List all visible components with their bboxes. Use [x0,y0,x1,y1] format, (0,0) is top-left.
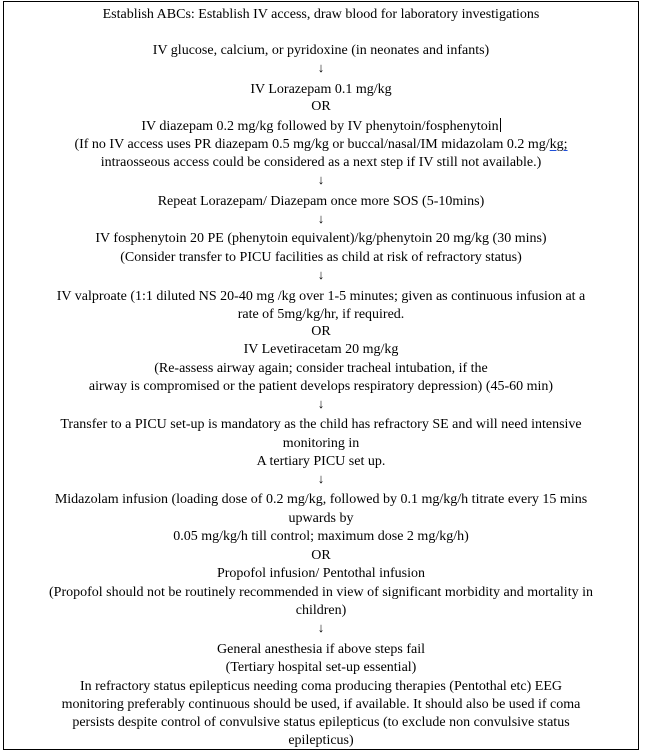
down-arrow-icon: ↓ [317,396,325,411]
down-arrow-icon: ↓ [317,172,325,187]
spellcheck-underlined-word: kg; [549,137,568,152]
step-propofol-pentothal: Propofol infusion/ Pentothal infusion [216,566,426,581]
note-eeg-coma: persists despite control of convulsive status epilepticus (to exclude non convulsive status [72,715,570,730]
note-eeg-monitoring: monitoring preferably continuous should be used, if available. It should also be used if coma [61,697,581,712]
step-midazolam-infusion: Midazolam infusion (loading dose of 0.2 mg/kg, followed by 0.1 mg/kg/h titrate every 15 mins [54,492,588,507]
step-repeat-benzodiazepine: Repeat Lorazepam/ Diazepam once more SOS (5-10mins) [157,194,485,209]
note-eeg-refractory: In refractory status epilepticus needing coma producing therapies (Pentothal etc) EEG [79,679,563,694]
step-iv-glucose: IV glucose, calcium, or pyridoxine (in neonates and infants) [152,43,490,58]
step-tertiary-picu: A tertiary PICU set up. [256,454,386,469]
step-iv-levetiracetam: IV Levetiracetam 20 mg/kg [243,342,399,357]
step-iv-fosphenytoin: IV fosphenytoin 20 PE (phenytoin equivalent)/kg/phenytoin 20 mg/kg (30 mins) [95,231,547,246]
note-no-iv-access: (If no IV access uses PR diazepam 0.5 mg/kg or buccal/nasal/IM midazolam 0.2 mg/kg; [74,137,568,152]
note-reassess-airway: (Re-assess airway again; consider tracheal intubation, if the [154,361,488,376]
step-iv-lorazepam: IV Lorazepam 0.1 mg/kg [250,82,392,97]
or-divider: OR [311,99,331,114]
step-establish-abcs: Establish ABCs: Establish IV access, draw blood for laboratory investigations [102,7,540,22]
down-arrow-icon: ↓ [317,211,325,226]
or-divider: OR [311,324,331,339]
step-iv-diazepam: IV diazepam 0.2 mg/kg followed by IV phenytoin/fosphenytoin [141,119,499,134]
note-airway-compromised: airway is compromised or the patient develops respiratory depression) (45-60 min) [88,379,554,394]
step-picu-transfer: Transfer to a PICU set-up is mandatory as the child has refractory SE and will need intensive [60,417,582,432]
note-propofol-children: children) [295,603,347,618]
step-iv-valproate-rate: rate of 5mg/kg/hr, if required. [237,307,405,322]
step-picu-monitoring: monitoring in [282,436,360,451]
note-propofol-warning: (Propofol should not be routinely recommended in view of significant morbidity and mortality in [49,585,593,600]
note-picu-transfer: (Consider transfer to PICU facilities as child at risk of refractory status) [120,250,522,265]
step-general-anesthesia: General anesthesia if above steps fail [217,642,425,657]
step-midazolam-max-dose: 0.05 mg/kg/h till control; maximum dose 2 mg/kg/h) [173,529,469,544]
down-arrow-icon: ↓ [317,471,325,486]
text-cursor [500,118,501,132]
down-arrow-icon: ↓ [317,60,325,75]
step-midazolam-upwards: upwards by [288,511,354,526]
down-arrow-icon: ↓ [317,267,325,282]
treatment-flowchart-box [3,1,639,750]
note-intraosseous: intraosseous access could be considered as a next step if IV still not available.) [100,155,542,170]
note-eeg-epilepticus: epilepticus) [288,733,354,748]
or-divider: OR [311,548,331,563]
step-iv-valproate: IV valproate (1:1 diluted NS 20-40 mg /kg over 1-5 minutes; given as continuous infusion at a [56,289,586,304]
note-tertiary-hospital: (Tertiary hospital set-up essential) [225,660,417,675]
down-arrow-icon: ↓ [317,620,325,635]
